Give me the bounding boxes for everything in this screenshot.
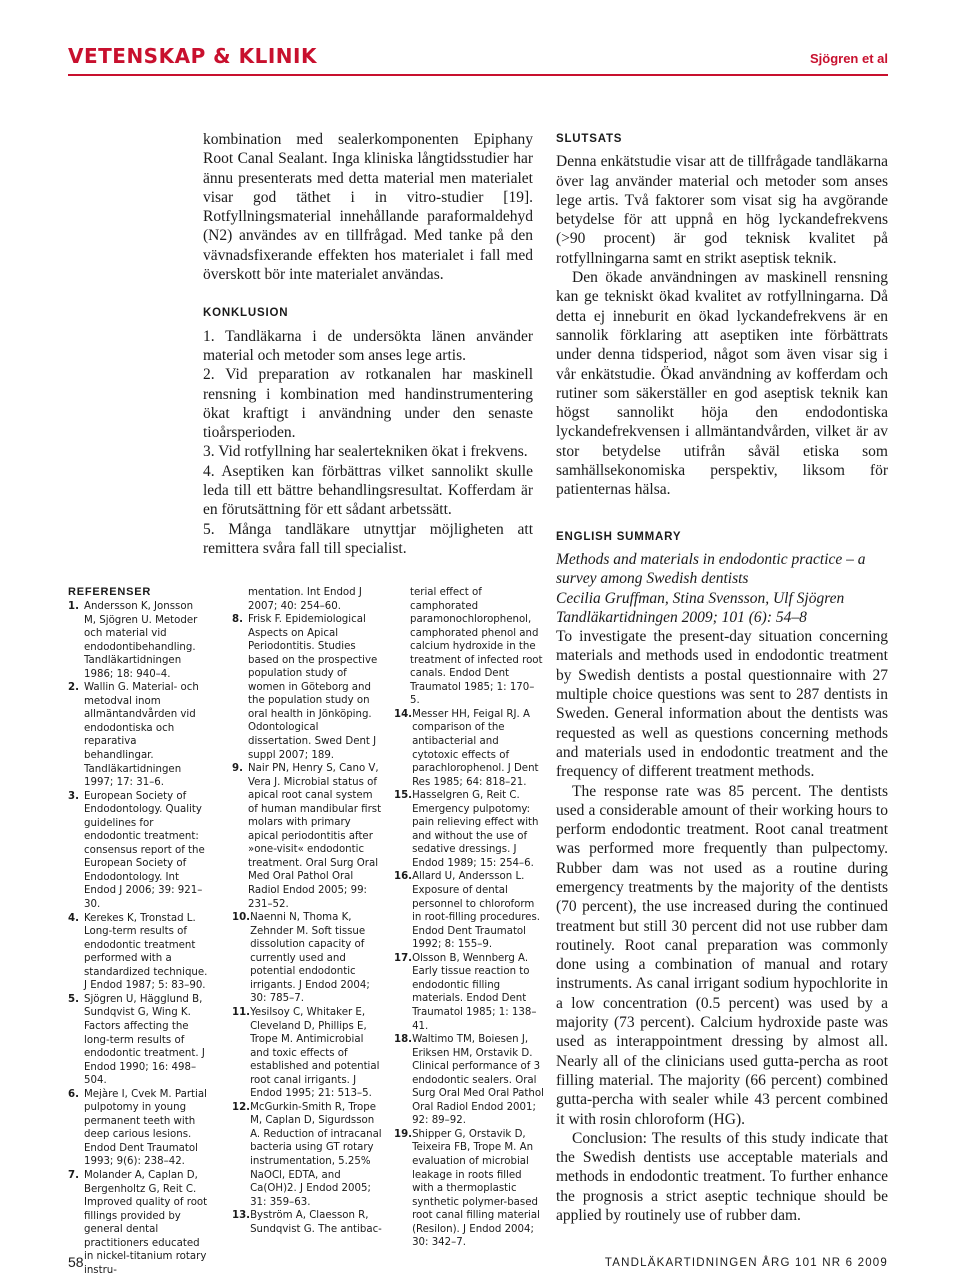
references-heading: REFERENSER xyxy=(68,586,152,598)
reference-item xyxy=(68,912,208,993)
reference-number: 4. xyxy=(68,912,79,924)
reference-item xyxy=(394,708,544,789)
reference-text: Allard U, Andersson L. Exposure of dental personnel to chloroform in root-filling procedures. Endod Dent Traumatol 1992; 8: 155–9. xyxy=(412,871,540,951)
right-column xyxy=(556,130,888,1225)
reference-text: Byström A, Claesson R, Sundqvist G. The antibac- xyxy=(250,1210,382,1235)
reference-item xyxy=(68,600,208,681)
reference-number: 16. xyxy=(394,871,413,883)
reference-item xyxy=(68,1169,208,1277)
reference-text: Nair PN, Henry S, Cano V, Vera J. Microbial status of apical root canal system of human mandibular first molars with primary apical periodontitis after »one-visit« endodontic treatment. Oral Surg Oral Med Oral Pathol Oral Radiol Endod 2005; 99: 231–52. xyxy=(248,763,382,910)
slutsats-paragraph: Denna enkätstudie visar att de tillfrågade tandläkarna över lag använder material och metoder som anses lege artis. Två faktorer som visat sig ha avgörande betydelse för att uppnå en hög lyckandefrekvens (>90 procent) är god teknisk kvalitet på rotfyllningarna samt en strikt aseptisk teknik. xyxy=(556,153,888,267)
reference-text: Shipper G, Orstavik D, Teixeira FB, Trope M. An evaluation of microbial leakage in roots filled with a thermoplastic synthetic polymer-based root canal filling material (Resilon). J Endod 2004; 30: 342–7. xyxy=(412,1128,540,1249)
reference-item xyxy=(232,1209,384,1236)
english-summary-title: Methods and materials in endodontic practice – a survey among Swedish dentists xyxy=(556,550,866,588)
konklusion-list xyxy=(203,327,533,559)
reference-item xyxy=(232,1101,384,1209)
reference-number: 14. xyxy=(394,708,413,720)
section-title: VETENSKAP & KLINIK xyxy=(68,44,317,68)
page-number: 58 xyxy=(68,1254,84,1270)
reference-number: 11. xyxy=(232,1006,251,1018)
reference-text: Hasselgren G, Reit C. Emergency pulpotomy: pain relieving effect with and without the use of sedative dressings. J Endod 1989; 15: 254–6. xyxy=(412,790,539,869)
reference-number: 6. xyxy=(68,1088,79,1100)
reference-text: Wallin G. Material- och metodval inom allmäntandvården vid endodontiska och reparativa behandlingar. Tandläkartidningen 1997; 17: 31–6. xyxy=(84,682,199,789)
reference-text: Kerekes K, Tronstad L. Long-term results of endodontic treatment performed with a standardized technique. J Endod 1987; 5: 83–90. xyxy=(84,912,208,992)
reference-number: 13. xyxy=(232,1210,251,1222)
reference-continuation xyxy=(394,586,544,708)
reference-number: 3. xyxy=(68,790,79,802)
reference-number: 1. xyxy=(68,601,79,612)
english-summary-heading: ENGLISH SUMMARY xyxy=(556,530,682,543)
reference-text: Frisk F. Epidemiological Aspects on Apical Periodontitis. Studies based on the prospective population study of women in Göteborg and the population study on oral health in Jönköping. Odontological dissertation. Swed Dent J suppl 2007; 189. xyxy=(248,614,378,761)
reference-item xyxy=(232,762,384,911)
reference-number: 5. xyxy=(68,993,79,1005)
english-summary-authors: Cecilia Gruffman, Stina Svensson, Ulf Sjögren xyxy=(556,589,845,607)
reference-item xyxy=(232,1006,384,1101)
references-column-1 xyxy=(68,600,208,1277)
english-summary-paragraph: To investigate the present-day situation concerning materials and methods used in endodontic treatment by Swedish dentists a postal questionnaire with 27 multiple choice questions was sent to 287 dentists in Sweden. General information about the dentists was requested as well as questions concerning methods and materials used in endodontic treatment and the frequency of different treatment methods. xyxy=(556,628,888,781)
slutsats-paragraph: Den ökade användningen av maskinell rensning kan ge tekniskt ökad kvalitet av rotfyllningarna. Då detta ej inneburit en ökad lyckandefrekvens är en sannolik förklaring att aseptiken inte förbättrats under denna tidsperiod, något som även visar sig i vår enkätstudie. Ökad användning av kofferdam och rutiner som säkerställer en god aseptisk teknik kan högst sannolikt höja den endodontiska lyckandefrekvensen i allmäntandvården, vilket är av stor betydelse utifrån såväl etiska som samhällsekonomiska perspektiv, liksom för patienternas hälsa. xyxy=(556,269,888,499)
reference-text: terial effect of camphorated paramonochlorophenol, camphorated phenol and calcium hydroxide in the treatment of infected root canals. Endod Dent Traumatol 1985; 1: 170–5. xyxy=(410,587,543,707)
reference-number: 9. xyxy=(232,763,243,775)
middle-column xyxy=(203,130,533,558)
reference-item xyxy=(394,952,544,1033)
konklusion-item: 1. Tandläkarna i de undersökta länen använder material och metoder som anses lege artis. xyxy=(203,327,533,364)
references-column-2 xyxy=(232,586,384,1236)
english-summary-paragraph: Conclusion: The results of this study indicate that the Swedish dentists use acceptable materials and methods in endodontic treatment. To further enhance the prognosis a strict aseptic technique should be applied by routinely use of rubber dam. xyxy=(556,1129,888,1225)
slutsats-heading: SLUTSATS xyxy=(556,133,623,145)
reference-item xyxy=(394,870,544,951)
reference-text: McGurkin-Smith R, Trope M, Caplan D, Sigurdsson A. Reduction of intracanal bacteria using GT rotary instrumentation, 5.25% NaOCl, EDTA, and Ca(OH)2. J Endod 2005; 31: 359–63. xyxy=(250,1101,382,1208)
reference-number: 7. xyxy=(68,1169,79,1181)
footer-journal: TANDLÄKARTIDNINGEN ÅRG 101 NR 6 2009 xyxy=(604,1257,888,1269)
intro-paragraph: kombination med sealerkomponenten Epiphany Root Canal Sealant. Inga kliniska långtidsstudier har ännu presenterats med detta material men materialet visar god täthet i in vitro-studier [19]. Rotfyllningsmaterial innehållande paraformaldehyd (N2) användes av en tillfrågad. Med tanke på den vävnadsfixerande effekten hos materialet i fall med överskott bör inte materialet användas. xyxy=(203,131,533,284)
reference-text: Mejàre I, Cvek M. Partial pulpotomy in young permanent teeth with deep carious lesions. Endod Dent Traumatol 1993; 9(6): 238–42. xyxy=(84,1088,207,1168)
reference-item xyxy=(394,789,544,870)
english-summary-paragraph: The response rate was 85 percent. The dentists used a considerable amount of their working hours to perform endodontic treatment. Root canal treatment was performed more frequently than pulpectomy. Rubber dam was not used as a routine during emergency treatments by the majority of the dentists (70 percent), the use increased during the continued treatment but still 30 percent did not use rubber dam routinely. Root canal preparation was commonly done using a combination of manual and rotary instruments. As canal irrigant sodium hypochlorite in a low concentration (0.5 percent) was used by a majority (73 percent). Calcium hydroxide paste was used as interappointment dressing by almost all. Nearly all of the clinicians used gutta-percha as root filling material. The majority (66 percent) combined gutta-percha with sealer while 43 percent combined it with rosin chloroform (HG). xyxy=(556,782,888,1128)
reference-item xyxy=(68,993,208,1088)
konklusion-item: 2. Vid preparation av rotkanalen har maskinell rensning i kombination med handinstrumentering ökat kraftigt i användning under den senaste tioårsperioden. xyxy=(203,366,533,442)
reference-number: 10. xyxy=(232,912,251,924)
reference-text: Andersson K, Jonsson M, Sjögren U. Metoder och material vid endodontibehandling. Tandläkartidningen 1986; 18: 940–4. xyxy=(84,601,198,680)
reference-number: 2. xyxy=(68,682,79,694)
reference-text: Olsson B, Wennberg A. Early tissue reaction to endodontic filling materials. Endod Dent Traumatol 1985; 1: 138–41. xyxy=(412,952,537,1032)
reference-text: Waltimo TM, Boiesen J, Eriksen HM, Orstavik D. Clinical performance of 3 endodontic sealers. Oral Surg Oral Med Oral Pathol Oral Radiol Endod 2001; 92: 89–92. xyxy=(412,1034,544,1127)
reference-item xyxy=(232,911,384,1006)
konklusion-item: 4. Aseptiken kan förbättras vilket sannolikt skulle leda till ett bättre behandlingsresultat. Kofferdam är en förutsättning för ett sådant arbetssätt. xyxy=(203,462,533,519)
reference-number: 18. xyxy=(394,1034,413,1046)
reference-text: Sjögren U, Hägglund B, Sundqvist G, Wing K. Factors affecting the long-term results of endodontic treatment. J Endod 1990; 16: 498–504. xyxy=(84,993,205,1087)
reference-text: mentation. Int Endod J 2007; 40: 254–60. xyxy=(248,587,362,612)
reference-text: European Society of Endodontology. Quality guidelines for endodontic treatment: consensus report of the European Society of Endodontology. Int Endod J 2006; 39: 921–30. xyxy=(84,790,205,911)
reference-number: 12. xyxy=(232,1101,251,1113)
reference-text: Naenni N, Thoma K, Zehnder M. Soft tissue dissolution capacity of currently used and potential endodontic irrigants. J Endod 2004; 30: 785–7. xyxy=(250,912,370,1005)
references-column-3 xyxy=(394,586,544,1250)
english-summary-citation: Tandläkartidningen 2009; 101 (6): 54–8 xyxy=(556,608,807,626)
reference-number: 8. xyxy=(232,614,243,626)
reference-item xyxy=(68,681,208,789)
reference-number: 17. xyxy=(394,952,413,964)
running-header-authors: Sjögren et al xyxy=(809,51,888,66)
konklusion-heading: KONKLUSION xyxy=(203,307,289,320)
reference-continuation xyxy=(232,586,384,613)
reference-item xyxy=(68,790,208,912)
reference-text: Molander A, Caplan D, Bergenholtz G, Reit C. Improved quality of root fillings provided by general dental practitioners educated in nickel-titanium rotary instru- xyxy=(84,1169,208,1276)
konklusion-item: 3. Vid rotfyllning har sealertekniken ökat i frekvens. xyxy=(203,443,528,461)
english-summary xyxy=(556,528,888,1226)
reference-text: Yesilsoy C, Whitaker E, Cleveland D, Phillips E, Trope M. Antimicrobial and toxic effects of established and potential root canal irrigants. J Endod 1995; 21: 513–5. xyxy=(250,1006,380,1100)
konklusion-item: 5. Många tandläkare utnyttjar möjligheten att remittera svåra fall till specialist. xyxy=(203,520,533,557)
reference-item xyxy=(394,1128,544,1250)
reference-number: 15. xyxy=(394,790,413,802)
header-rule xyxy=(68,74,888,76)
reference-number: 19. xyxy=(394,1128,413,1140)
reference-text: Messer HH, Feigal RJ. A comparison of the antibacterial and cytotoxic effects of parachlorophenol. J Dent Res 1985; 64: 818–21. xyxy=(412,708,539,788)
reference-item xyxy=(232,613,384,762)
reference-item xyxy=(68,1088,208,1169)
reference-item xyxy=(394,1033,544,1128)
